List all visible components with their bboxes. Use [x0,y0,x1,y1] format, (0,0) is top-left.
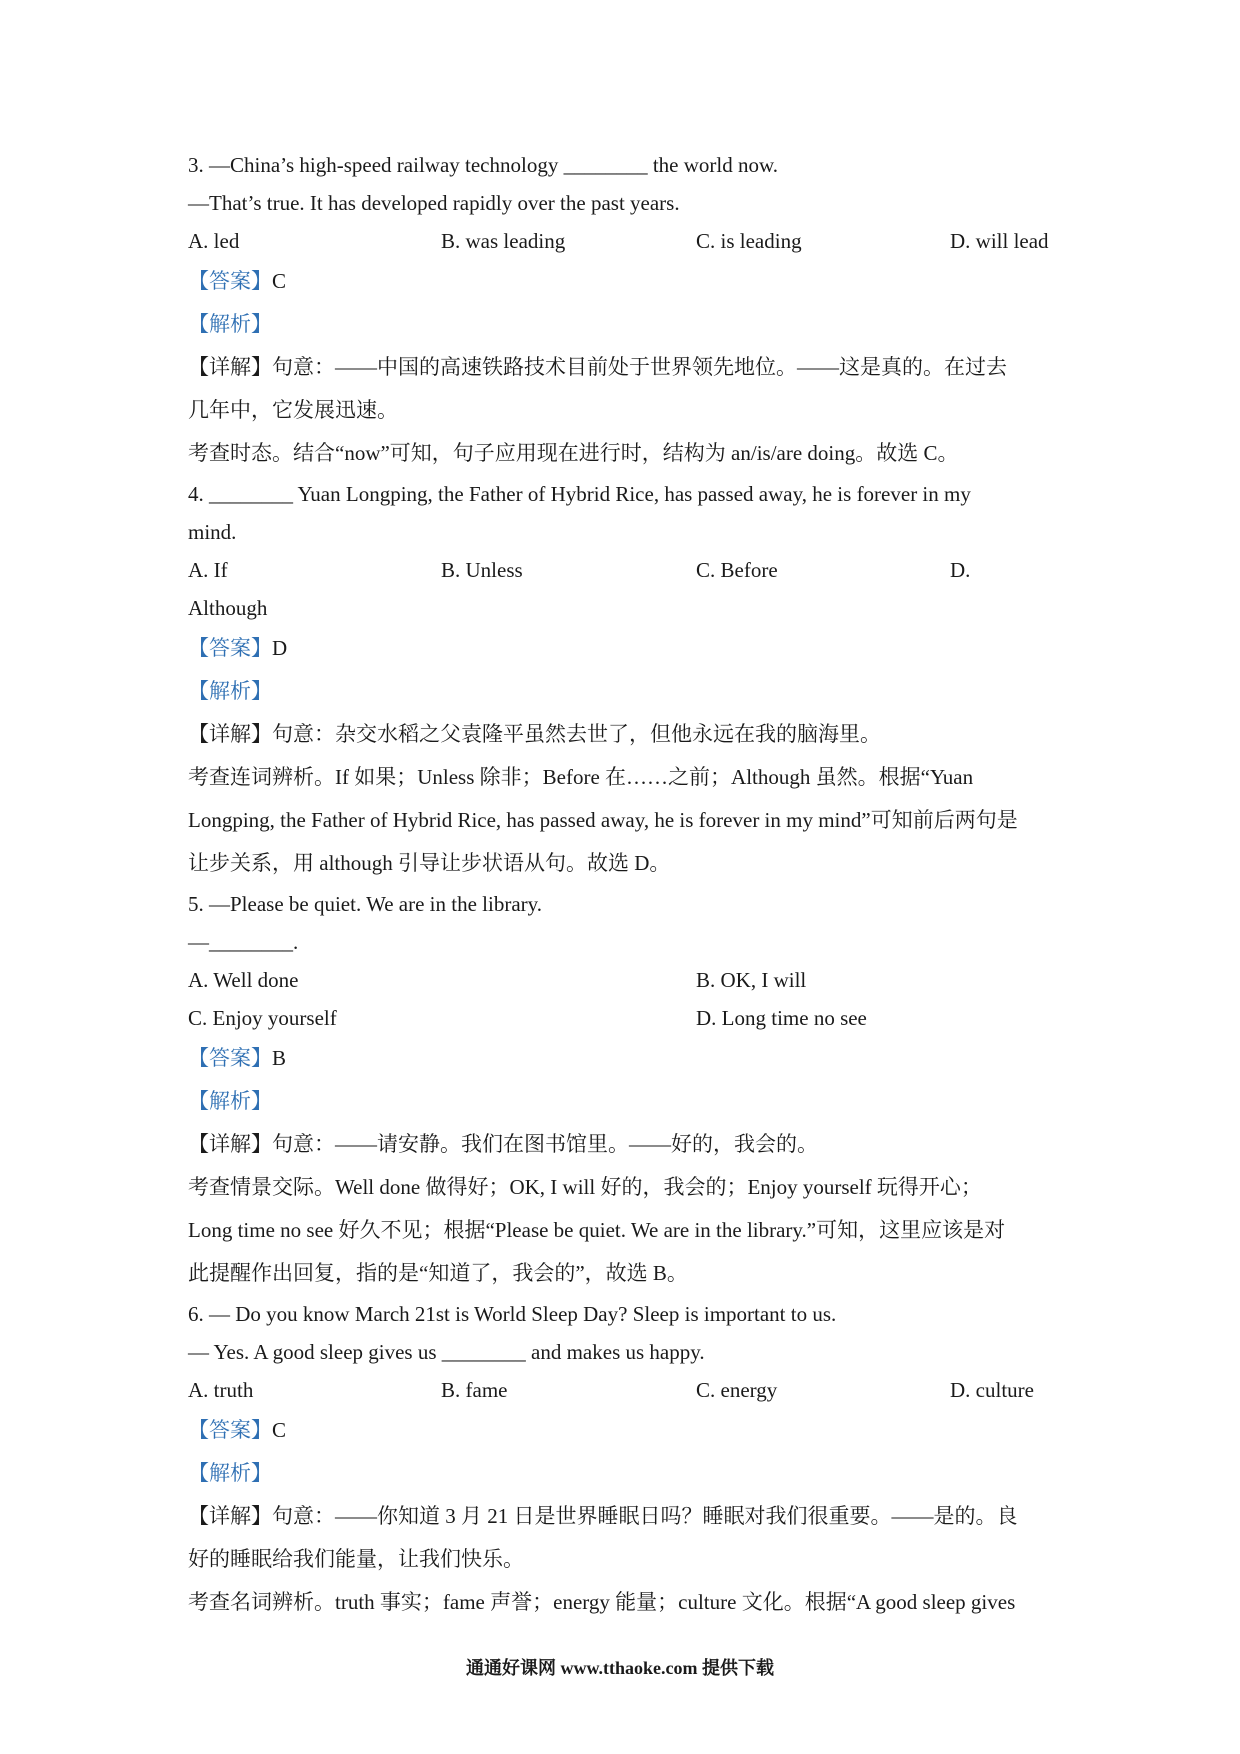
question-line: 3. —China’s high-speed railway technology ________ the world now. [188,153,779,177]
detail-line: 好的睡眠给我们能量，让我们快乐。 [188,1547,524,1571]
detail-line [188,1123,1058,1166]
analysis-tag: 【解析】 [188,1461,272,1485]
detail-tag: 【详解】 [188,355,272,379]
question-4 [188,475,1058,885]
detail-line [188,346,1058,389]
detail-line: 考查时态。结合“now”可知，句子应用现在进行时，结构为 an/is/are doing。故选 C。 [188,441,959,465]
answer-tag: 【答案】 [188,1046,272,1070]
detail-line: 此提醒作出回复，指的是“知道了，我会的”，故选 B。 [188,1261,688,1285]
analysis-line [188,1080,1058,1123]
detail-line: 让步关系，用 although 引导让步状语从句。故选 D。 [188,851,671,875]
analysis-line [188,670,1058,713]
option-c: C. is leading [696,229,802,253]
answer-line [188,260,1058,303]
analysis-line [188,1452,1058,1495]
question-6 [188,1295,1058,1624]
question-line: 4. ________ Yuan Longping, the Father of Hybrid Rice, has passed away, he is forever in my [188,482,971,506]
detail-tag: 【详解】 [188,722,272,746]
detail-text: 句意：——你知道 3 月 21 日是世界睡眠日吗？睡眠对我们很重要。——是的。良 [272,1504,1018,1528]
options-row [188,961,1058,999]
detail-line: 考查连词辨析。If 如果；Unless 除非；Before 在……之前；Although 虽然。根据“Yuan [188,765,974,789]
detail-line [188,713,1058,756]
options-row [188,1371,1058,1409]
detail-text: 句意：——中国的高速铁路技术目前处于世界领先地位。——这是真的。在过去 [272,355,1007,379]
answer-value: D [272,636,288,660]
analysis-tag: 【解析】 [188,1089,272,1113]
option-b: B. Unless [441,558,523,582]
answer-tag: 【答案】 [188,269,272,293]
detail-tag: 【详解】 [188,1132,272,1156]
answer-value: C [272,269,287,293]
detail-line: 几年中，它发展迅速。 [188,398,398,422]
option-d: D. culture [950,1378,1034,1402]
option-d: D. [950,558,971,582]
answer-value: B [272,1046,287,1070]
detail-line: 考查名词辨析。truth 事实；fame 声誉；energy 能量；culture 文化。根据“A good sleep gives [188,1590,1016,1614]
question-5 [188,885,1058,1295]
question-line: mind. [188,520,237,544]
option-b: B. fame [441,1378,508,1402]
detail-text: 句意：——请安静。我们在图书馆里。——好的，我会的。 [272,1132,818,1156]
analysis-tag: 【解析】 [188,679,272,703]
options-row [188,222,1058,260]
question-line: —That’s true. It has developed rapidly over the past years. [188,191,680,215]
option-c: C. Enjoy yourself [188,1006,337,1030]
detail-line [188,1495,1058,1538]
answer-value: C [272,1418,287,1442]
question-line: 5. —Please be quiet. We are in the library. [188,892,543,916]
question-line: —________. [188,930,299,954]
option-c: C. Before [696,558,778,582]
detail-tag: 【详解】 [188,1504,272,1528]
answer-line [188,1409,1058,1452]
answer-line [188,1037,1058,1080]
option-d-wrap: Although [188,596,268,620]
options-row [188,551,1058,589]
option-a: A. If [188,558,228,582]
option-b: B. was leading [441,229,566,253]
option-a: A. Well done [188,968,299,992]
question-3 [188,146,1058,475]
answer-tag: 【答案】 [188,636,272,660]
answer-line [188,627,1058,670]
options-row [188,999,1058,1037]
option-b: B. OK, I will [696,968,807,992]
detail-text: 句意：杂交水稻之父袁隆平虽然去世了，但他永远在我的脑海里。 [272,722,881,746]
detail-line: 考查情景交际。Well done 做得好；OK, I will 好的，我会的；Enjoy yourself 玩得开心； [188,1175,982,1199]
page-footer: 通通好课网 www.tthaoke.com 提供下载 [466,1658,774,1678]
question-line: — Yes. A good sleep gives us ________ and makes us happy. [188,1340,705,1364]
question-line: 6. — Do you know March 21st is World Sleep Day? Sleep is important to us. [188,1302,837,1326]
detail-line: Long time no see 好久不见；根据“Please be quiet. We are in the library.”可知，这里应该是对 [188,1218,1006,1242]
option-a: A. truth [188,1378,254,1402]
answer-tag: 【答案】 [188,1418,272,1442]
detail-line: Longping, the Father of Hybrid Rice, has passed away, he is forever in my mind”可知前后两句是 [188,808,1018,832]
analysis-tag: 【解析】 [188,312,272,336]
option-c: C. energy [696,1378,778,1402]
option-a: A. led [188,229,240,253]
option-d: D. Long time no see [696,1006,867,1030]
page-content [188,146,1058,1624]
analysis-line [188,303,1058,346]
option-d: D. will lead [950,229,1049,253]
